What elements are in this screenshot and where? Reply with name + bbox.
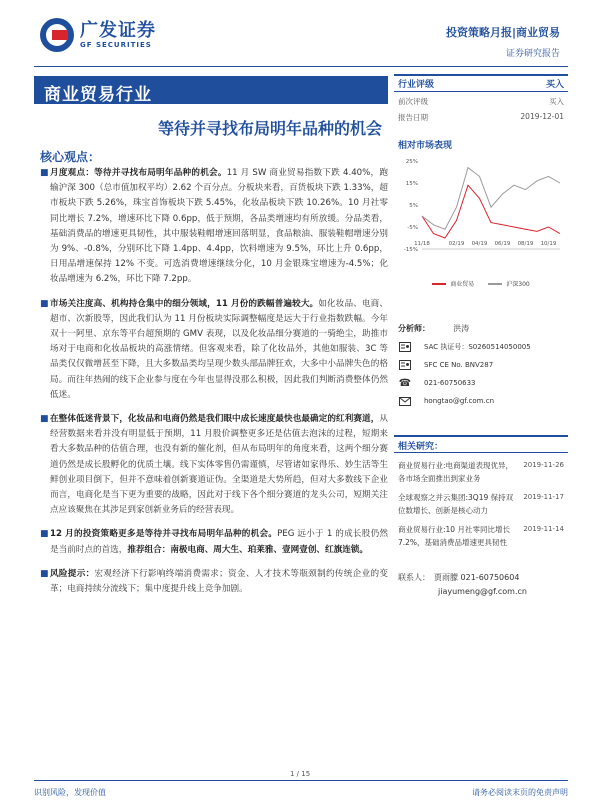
related-date: 2019-11-14 bbox=[523, 525, 564, 533]
report-type: 证券研究报告 bbox=[505, 49, 560, 59]
prev-rating-label: 前次评级 bbox=[398, 97, 428, 106]
series-line-1 bbox=[422, 168, 560, 230]
y-tick-label: -5% bbox=[407, 225, 418, 231]
bullet-icon: ■ bbox=[40, 568, 49, 579]
bullet-lead: 市场关注度高、机构持仓集中的细分领域，11 月份的跌幅普遍较大。 bbox=[50, 298, 319, 309]
y-tick-label: -15% bbox=[403, 247, 418, 253]
rating-header bbox=[394, 74, 568, 92]
prev-rating-value: 买入 bbox=[549, 97, 564, 106]
bullet-icon: ■ bbox=[40, 529, 49, 540]
bullet-icon: ■ bbox=[40, 298, 49, 309]
related-title[interactable]: 商业贸易行业:电商渠道表现优异，各市场全面推出到家业务 bbox=[398, 461, 514, 483]
contact-email[interactable]: jiayumeng@gf.com.cn bbox=[438, 587, 527, 596]
report-category: 投资策略月报|商业贸易 bbox=[445, 26, 560, 39]
legend-item-commerce bbox=[432, 279, 474, 288]
related-research-header: 相关研究： bbox=[394, 435, 568, 453]
footer-disclaimer: 请务必阅读末页的免责声明 bbox=[472, 788, 568, 797]
bullet-lead: 月度观点：等待并寻找布局明年品种的机会。 bbox=[50, 168, 227, 178]
sac-number: SAC 执证号：S0260514050005 bbox=[424, 343, 531, 351]
x-tick-label: 11/18 bbox=[414, 241, 430, 247]
related-date: 2019-11-17 bbox=[523, 493, 564, 501]
bullet-tail: 推荐组合：南极电商、周大生、珀莱雅、壹网壹创、红旗连锁。 bbox=[127, 544, 368, 555]
id-card-icon bbox=[398, 359, 412, 371]
report-headline: 等待并寻找布局明年品种的机会 bbox=[157, 119, 382, 138]
id-card-icon bbox=[398, 341, 412, 353]
email-row bbox=[398, 395, 568, 407]
core-view-label: 核心观点： bbox=[40, 150, 101, 164]
main-content bbox=[40, 166, 388, 606]
bullet-lead: 在整体低迷背景下，化妆品和电商仍然是我们眼中成长速度最快也最确定的红利赛道， bbox=[50, 414, 380, 425]
phone-number: 021-60750633 bbox=[424, 379, 476, 387]
footer-divider bbox=[34, 780, 568, 781]
bullet-lead: 风险提示： bbox=[50, 568, 95, 579]
bullet-risk bbox=[40, 567, 388, 597]
logo-en: GF SECURITIES bbox=[80, 41, 152, 49]
bullet-icon: ■ bbox=[40, 414, 49, 425]
bullet-strategy bbox=[40, 527, 388, 557]
analyst-name: 洪涛 bbox=[453, 324, 470, 333]
related-title[interactable]: 全球观察之并云集团:3Q19 保持双位数增长、创新是核心动力 bbox=[398, 493, 514, 515]
sidebar bbox=[394, 74, 568, 599]
mail-icon bbox=[398, 395, 412, 407]
x-tick-label: 02/19 bbox=[448, 241, 465, 247]
y-tick-label: 25% bbox=[405, 159, 418, 165]
footer-slogan: 识别风险，发现价值 bbox=[34, 788, 106, 797]
related-item[interactable] bbox=[394, 485, 568, 517]
legend-swatch bbox=[488, 283, 502, 285]
analyst-label: 分析师： bbox=[398, 324, 430, 333]
legend-item-hs300 bbox=[488, 279, 529, 288]
logo-icon bbox=[40, 18, 74, 52]
analyst-block bbox=[394, 316, 568, 407]
series-line-0 bbox=[422, 185, 560, 238]
bullet-icon: ■ bbox=[40, 168, 49, 178]
x-tick-label: 06/19 bbox=[494, 241, 511, 247]
related-item[interactable] bbox=[394, 453, 568, 485]
report-date-row bbox=[394, 108, 568, 124]
legend-swatch bbox=[432, 283, 446, 285]
contact-block bbox=[394, 571, 568, 599]
company-logo bbox=[40, 18, 156, 52]
header-divider bbox=[34, 66, 568, 67]
phone-row bbox=[398, 377, 568, 389]
phone-icon: ☎ bbox=[398, 377, 412, 389]
chart-title: 相对市场表现 bbox=[398, 141, 453, 151]
email-address[interactable]: hongtao@gf.com.cn bbox=[424, 397, 494, 405]
chart-legend bbox=[394, 279, 568, 288]
legend-label: 沪深300 bbox=[506, 281, 530, 288]
related-date: 2019-11-26 bbox=[523, 461, 564, 469]
y-tick-label: 5% bbox=[409, 203, 418, 209]
rating-value: 买入 bbox=[545, 80, 564, 90]
related-item[interactable] bbox=[394, 517, 568, 549]
x-tick-label: 10/19 bbox=[540, 241, 557, 247]
industry-title: 商业贸易行业 bbox=[34, 76, 388, 104]
bullet-text: 从经营数据来看并没有明显低于预期，11 月股价调整更多还是估值去泡沫的过程，短期来看大多数品种的估值合理，也没有新的催化剂，但从布局明年的角度来看，这两个细分赛道仍然是成长股孵化的优质土壤。线下实体零售仍需谨慎，尽管诸如家得乐、妙生活等生鲜创业项目倒下，但并不意味着创新赛道证伪。全渠道是大势所趋，但对大多数线下企业而言，电商化是当下更为重要的战略，因此对于线下各个细分赛道的龙头公司，短期关注点应该聚焦在其涉足到家创新业务后的经营表现。 bbox=[50, 414, 388, 516]
x-tick-label: 08/19 bbox=[517, 241, 534, 247]
bullet-text: 11 月 SW 商业贸易指数下跌 4.40%，跑输沪深 300（总市值加权平均）2.62 个百分点。分板块来看，百货板块下跌 1.33%，超市板块下跌 5.26%，珠宝首饰板块下跌 5.45%，化妆品板块下跌 10.26%。10 月社零同比增长 7.2%，增速环比下降 0.6pp，低于预期，各品类增速均有所放缓。分品类看，基础消费品的增速更具韧性，其中服装鞋帽增速回落明显，食品粮油、服装鞋帽增速分别为 9%、-0.8%，分别环比下降 1.4pp、4.4pp，饮料增速为 9.5%，环比上升 0.6pp，日用品增速保持 12% 不变。可选消费增速继续分化，10 月金银珠宝增速为-4.5%；化妆品增速为 6.2%，环比下降 7.2pp。 bbox=[50, 168, 388, 285]
page-number: 1 / 15 bbox=[290, 770, 311, 778]
sac-row bbox=[398, 341, 568, 353]
bullet-growth-track bbox=[40, 412, 388, 518]
relative-performance-chart bbox=[394, 155, 568, 279]
legend-label: 商业贸易 bbox=[450, 281, 475, 288]
related-title[interactable]: 商业贸易行业:10 月社零同比增长 7.2%，基础消费品增速更具韧性 bbox=[398, 525, 510, 547]
chart-svg bbox=[394, 155, 568, 267]
contact-line: 联系人： 贾雨朦 021-60750604 bbox=[398, 573, 520, 582]
report-date-label: 报告日期 bbox=[398, 113, 428, 122]
bullet-market-focus bbox=[40, 297, 388, 403]
y-tick-label: 15% bbox=[405, 181, 418, 187]
rating-label: 行业评级 bbox=[398, 80, 435, 90]
bullet-text: 如化妆品、电商、超市、次新股等，因此我们认为 11 月份板块实际调整幅度是远大于行业指数跌幅。今年双十一阿里、京东等平台超预期的 GMV 表现，以及化妆品细分赛道的一骑绝尘，助推市场对于电商和化妆品板块的高涨情绪。但客观来看，除了化妆品外，其他如服装、3C 等品类仅仅微增甚至下降，且大多数品类均呈现少数头部品牌狂欢，大多中小品牌失色的格局。而往年热闹的线下企业参与度在今年也显得没那么积极，因此我们判断消费整体仍然低迷。 bbox=[50, 298, 388, 400]
bullet-text: PEG 远小于 1 的成长股仍然是当前时点的首选， bbox=[50, 529, 389, 555]
report-date-value: 2019-12-01 bbox=[520, 112, 564, 121]
page-header bbox=[0, 0, 600, 66]
bullet-monthly-view bbox=[40, 166, 388, 288]
prev-rating-row bbox=[394, 92, 568, 108]
x-tick-label: 04/19 bbox=[471, 241, 488, 247]
bullet-text: 宏观经济下行影响终端消费需求；资金、人才技术等瓶颈制约传统企业的变革；电商持续分流线下；集中度提升线上竞争加剧。 bbox=[50, 568, 388, 595]
bullet-lead: 12 月的投资策略更多是等待并寻找布局明年品种的机会。 bbox=[50, 529, 278, 540]
logo-cn: 广发证券 bbox=[80, 20, 156, 41]
sfc-number: SFC CE No. BNV287 bbox=[424, 361, 494, 369]
sfc-row bbox=[398, 359, 568, 371]
